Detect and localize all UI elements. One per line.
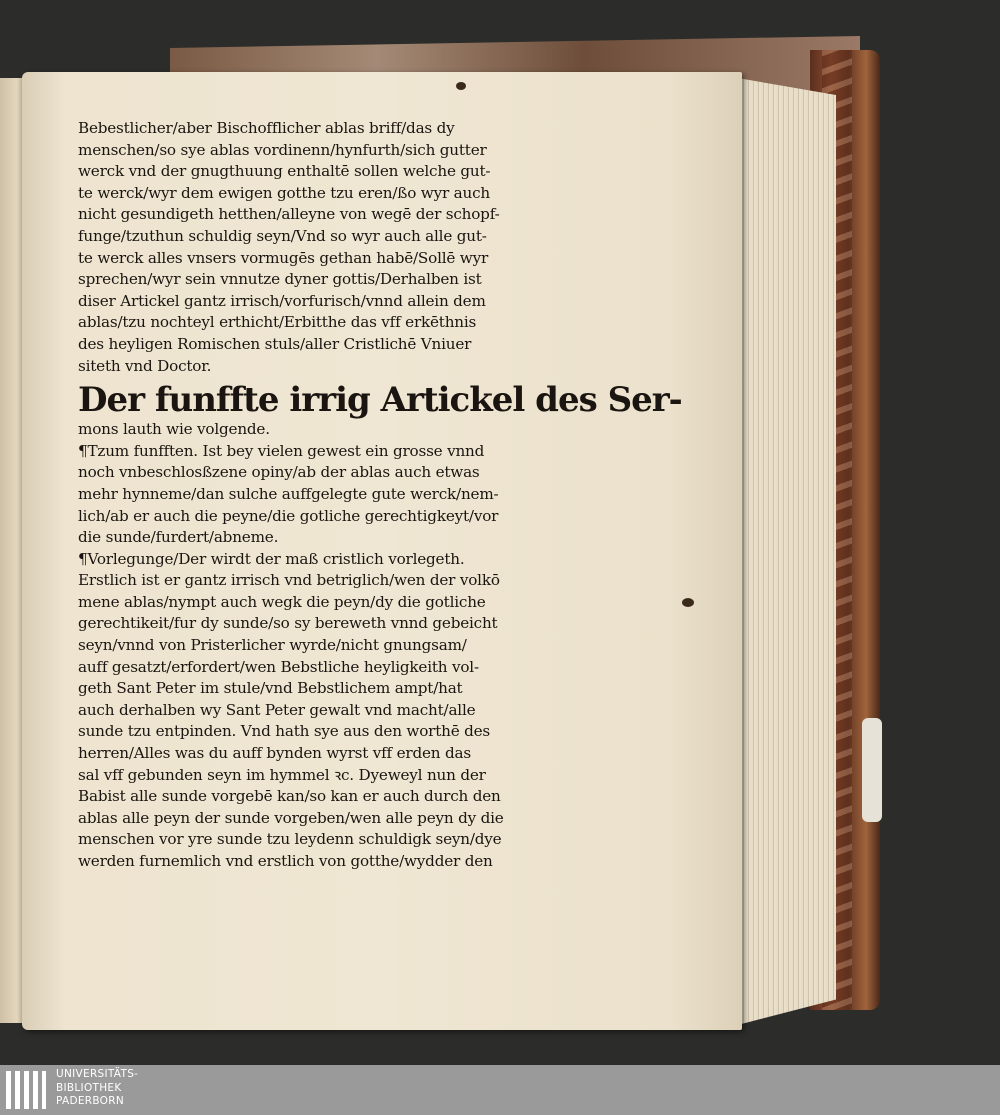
text-line: Erstlich ist er gantz irrisch vnd betriglich/wen der volkō <box>78 571 500 590</box>
text-line: geth Sant Peter im stule/vnd Bebstlichem ampt/hat <box>78 679 463 698</box>
text-line: sunde tzu entpinden. Vnd hath sye aus den worthē des <box>78 722 491 741</box>
text-line: noch vnbeschlosßzene opiny/ab der ablas auch etwas <box>78 463 480 482</box>
text-line: Bebestlicher/aber Bischofflicher ablas briff/das dy <box>78 119 455 137</box>
library-name-line3: PADERBORN <box>56 1095 124 1107</box>
text-line: menschen vor yre sunde tzu leydenn schuldigk seyn/dye <box>78 830 502 849</box>
text-line: lich/ab er auch die peyne/die gotliche gerechtigkeyt/vor <box>78 506 499 525</box>
text-line: te werck/wyr dem ewigen gotthe tzu eren/ßo wyr auch <box>78 183 490 202</box>
footer-bar <box>0 1065 1000 1115</box>
text-line: Babist alle sunde vorgebē kan/so kan er auch durch den <box>78 787 501 806</box>
library-name-line1: UNIVERSITÄTS- <box>56 1068 139 1080</box>
text-line: werck vnd der gnugthuung enthaltē sollen welche gut- <box>78 162 491 181</box>
text-line: diser Artickel gantz irrisch/vorfurisch/vnnd allein dem <box>78 291 486 310</box>
text-line: ¶Vorlegunge/Der wirdt der maß cristlich vorlegeth. <box>78 549 465 568</box>
text-line: te werck alles vnsers vormugēs gethan habē/Sollē wyr <box>78 248 489 267</box>
text-line: ablas alle peyn der sunde vorgeben/wen alle peyn dy die <box>78 808 504 827</box>
text-line: herren/Alles was du auff bynden wyrst vff erden das <box>78 744 471 763</box>
text-line: des heyligen Romischen stuls/aller Cristlichē Vniuer <box>78 334 472 353</box>
text-line: seyn/vnnd von Pristerlicher wyrde/nicht gnungsam/ <box>78 636 467 655</box>
text-line: nicht gesundigeth hetthen/alleyne von wegē der schopf- <box>78 205 500 224</box>
text-line: gerechtikeit/fur dy sunde/so sy bereweth vnnd gebeicht <box>78 614 498 633</box>
text-line: menschen/so sye ablas vordinenn/hynfurth/sich gutter <box>78 140 487 159</box>
wormhole-mark <box>682 598 694 607</box>
text-line: sprechen/wyr sein vnnutze dyner gottis/Derhalben ist <box>78 270 482 289</box>
wormhole-mark <box>456 82 466 90</box>
paper-strip <box>862 718 882 822</box>
university-library-logo-icon <box>6 1071 48 1109</box>
text-line: sal vff gebunden seyn im hymmel ꝛc. Dyeweyl nun der <box>78 765 486 784</box>
text-line: mons lauth wie volgende. <box>78 420 270 439</box>
library-name[interactable] <box>56 1068 138 1109</box>
text-line: auff gesatzt/erfordert/wen Bebstliche heyligkeith vol- <box>78 657 479 676</box>
text-line: funge/tzuthun schuldig seyn/Vnd so wyr auch alle gut- <box>78 226 487 245</box>
text-line: ablas/tzu nochteyl erthicht/Erbitthe das vff erkēthnis <box>78 313 477 332</box>
text-line: siteth vnd Doctor. <box>78 356 212 375</box>
page-text <box>78 118 682 873</box>
text-line: mehr hynneme/dan sulche auffgelegte gute werck/nem- <box>78 484 499 503</box>
page-stack-edge <box>726 76 836 1028</box>
section-heading: Der funffte irrig Artickel des Ser- <box>78 380 682 421</box>
text-line: die sunde/furdert/abneme. <box>78 528 279 547</box>
text-line: ¶Tzum funfften. Ist bey vielen gewest ein grosse vnnd <box>78 441 485 460</box>
text-line: werden furnemlich vnd erstlich von gotthe/wydder den <box>78 852 493 870</box>
text-line: mene ablas/nympt auch wegk die peyn/dy die gotliche <box>78 592 486 611</box>
library-name-line2: BIBLIOTHEK <box>56 1081 122 1094</box>
text-line: auch derhalben wy Sant Peter gewalt vnd macht/alle <box>78 700 476 719</box>
